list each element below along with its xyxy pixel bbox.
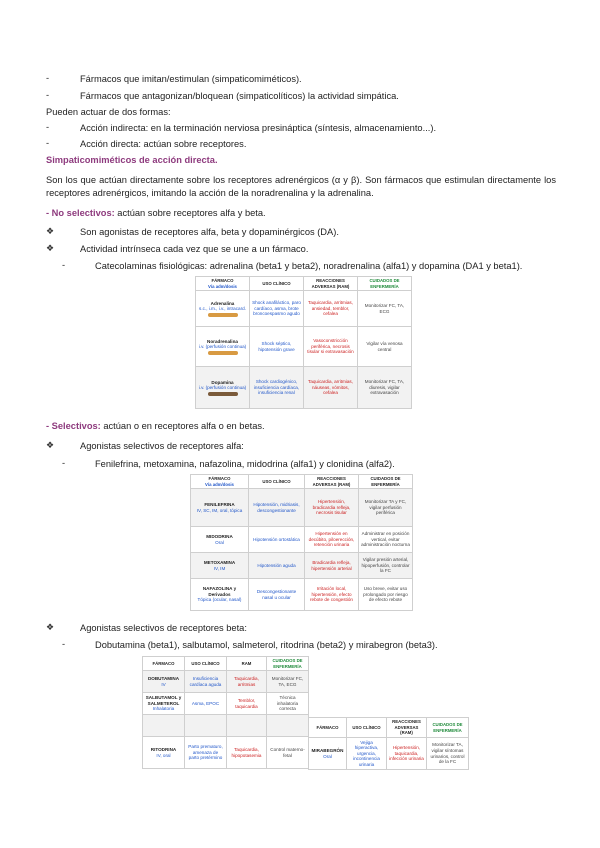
use-cell: Hipotensión aguda [249, 553, 305, 579]
table-row [191, 553, 413, 579]
table-header: CUIDADOS DE ENFERMERÍA [427, 718, 469, 738]
table-header: FÁRMACO [309, 718, 347, 738]
table-row [309, 738, 469, 770]
use-cell: Shock séptico, hipotensión grave [250, 327, 304, 367]
care-cell: Monitorizar TA y FC, vigilar perfusión periférica [359, 489, 413, 527]
use-cell: Hipotensión, midriasis, descongestionante [249, 489, 305, 527]
no-selectivos-line [46, 207, 266, 219]
use-cell: Shock anafiláctico, paro cardíaco, asma, brote broncoespasmo agudo [250, 291, 304, 327]
alfa-sub: Fenilefrina, metoxamina, nafazolina, midodrina (alfa1) y clonidina (alfa2). [95, 459, 395, 469]
no-selectivos-label: - No selectivos: [46, 208, 115, 218]
bullet-dash: - [46, 122, 50, 132]
table-header: USO CLÍNICO [185, 657, 227, 671]
ampoule-image [208, 351, 238, 355]
no-selectivos-text: actúan sobre receptores alfa y beta. [114, 208, 266, 218]
drug-cell: SALBUTAMOL y SALMETEROL Inhalatoria [143, 693, 185, 715]
bullet-dash: - [46, 90, 50, 100]
use-cell: Insuficiencia cardíaca aguda [185, 671, 227, 693]
mirabegron-table [308, 717, 469, 770]
selectivos-label: - Selectivos: [46, 421, 101, 431]
intro-paragraph: Son los que actúan directamente sobre los receptores adrenérgicos (α y β). Son fármacos que estimulan directamente los receptores adrenérgicos, imitando la acción de la noradrenalina y la adrenalina. [46, 175, 556, 198]
diamond-bullet-icon: ❖ [46, 243, 55, 253]
ram-cell: Hipertensión, bradicardia refleja, necrosis tisular [305, 489, 359, 527]
use-cell: Shock cardiogénico, insuficiencia cardíaca, insuficiencia renal [250, 367, 304, 409]
beta-sub: Dobutamina (beta1), salbutamol, salmeterol, ritodrina (beta2) y mirabegron (beta3). [95, 640, 438, 650]
form-direct: Acción directa: actúan sobre receptores. [80, 139, 247, 149]
ram-cell: Vasoconstricción periférica, necrosis tisular si extravasación [304, 327, 358, 367]
care-cell: Monitorizar FC, TA, ECG [358, 291, 412, 327]
bullet-dash: - [62, 458, 66, 468]
table-header: CUIDADOS DE ENFERMERÍA [359, 475, 413, 489]
table-header: USO CLÍNICO [347, 718, 387, 738]
table-header: FÁRMACO Vía adm/dosis [191, 475, 249, 489]
drug-cell: METOXAMINA IV, IM [191, 553, 249, 579]
table-row [143, 671, 309, 693]
use-cell: Hipotensión ortostática [249, 527, 305, 553]
drug-cell: MIDODRINA Oral [191, 527, 249, 553]
drug-cell: FENILEFRINA IV, SC, IM, oral, tópica [191, 489, 249, 527]
table-header: REACCIONES ADVERSAS (RAM) [305, 475, 359, 489]
table-header: FÁRMACO Vía adm/dosis [196, 277, 250, 291]
drug-cell: Noradrenalina i.v. (perfusión continua) [196, 327, 250, 367]
top-bullet-2: Fármacos que antagonizan/bloquean (simpaticolíticos) la actividad simpática. [80, 91, 399, 101]
use-cell: Vejiga hiperactiva, urgencia, incontinencia urinaria [347, 738, 387, 770]
care-cell: Control materno-fetal [267, 737, 309, 769]
care-cell: Vigilar presión arterial, hipoperfusión, controlar la FC [359, 553, 413, 579]
table-header: CUIDADOS DE ENFERMERÍA [358, 277, 412, 291]
drug-cell: Dopamina i.v. (perfusión continua) [196, 367, 250, 409]
agonistas-beta-table [142, 656, 309, 769]
table-row [196, 367, 412, 409]
forms-intro: Pueden actuar de dos formas: [46, 107, 171, 117]
table-header: REACCIONES ADVERSAS (RAM) [304, 277, 358, 291]
table-row [143, 715, 309, 737]
care-cell: Uso breve, evitar uso prolongado por riesgo de efecto rebote [359, 579, 413, 611]
drug-cell: RITODRINA IV, oral [143, 737, 185, 769]
drug-cell [143, 715, 185, 737]
ram-cell [227, 715, 267, 737]
table-header: USO CLÍNICO [250, 277, 304, 291]
ram-cell: Taquicardia, arritmias [227, 671, 267, 693]
ram-cell: Hipertensión en decúbito, piloerección, retención urinaria [305, 527, 359, 553]
diamond-bullet-icon: ❖ [46, 440, 55, 450]
selectivos-text: actúan o en receptores alfa o en betas. [100, 421, 265, 431]
table-row [196, 291, 412, 327]
care-cell [267, 715, 309, 737]
care-cell: Técnica inhalatoria correcta [267, 693, 309, 715]
use-cell: Asma, EPOC [185, 693, 227, 715]
diamond-bullet-icon: ❖ [46, 622, 55, 632]
top-bullet-1: Fármacos que imitan/estimulan (simpaticomiméticos). [80, 74, 302, 84]
ram-cell: Irritación local, hipertensión, efecto rebote de congestión [305, 579, 359, 611]
section-heading: Simpaticomiméticos de acción directa. [46, 155, 218, 165]
no-selectivos-sub: Catecolaminas fisiológicas: adrenalina (beta1 y beta2), noradrenalina (alfa1) y dopamina (DA1 y beta1). [95, 261, 523, 271]
table-row [196, 327, 412, 367]
no-selectivos-bullet-2: Actividad intrínseca cada vez que se une a un fármaco. [80, 244, 309, 254]
selectivos-line [46, 420, 265, 432]
drug-cell: NAFAZOLINA y Derivados Tópica (ocular, nasal) [191, 579, 249, 611]
diamond-bullet-icon: ❖ [46, 226, 55, 236]
bullet-dash: - [46, 138, 50, 148]
use-cell: Parto prematuro, amenaza de parto pretérmino [185, 737, 227, 769]
beta-bullet: Agonistas selectivos de receptores beta: [80, 623, 247, 633]
care-cell: Monitorizar FC, TA, diuresis, vigilar extravasación [358, 367, 412, 409]
table-header: USO CLÍNICO [249, 475, 305, 489]
table-header: CUIDADOS DE ENFERMERÍA [267, 657, 309, 671]
ram-cell: Taquicardia, arritmias, ansiedad, temblor, cefalea [304, 291, 358, 327]
care-cell: Administrar en posición vertical, evitar administración nocturna [359, 527, 413, 553]
drug-cell: MIRABEGRÓN Oral [309, 738, 347, 770]
table-header: RAM [227, 657, 267, 671]
ram-cell: Bradicardia refleja, hipertensión arterial [305, 553, 359, 579]
table-row [143, 737, 309, 769]
drug-cell: DOBUTAMINA IV [143, 671, 185, 693]
bullet-dash: - [46, 73, 50, 83]
care-cell: Vigilar vía venosa central [358, 327, 412, 367]
table-header: FÁRMACO [143, 657, 185, 671]
table-row [143, 693, 309, 715]
care-cell: Monitorizar TA, vigilar síntomas urinarios, control de la FC [427, 738, 469, 770]
catecolaminas-table [195, 276, 412, 409]
use-cell [185, 715, 227, 737]
use-cell: Descongestionante nasal u ocular [249, 579, 305, 611]
table-row [191, 527, 413, 553]
table-header: REACCIONES ADVERSAS (RAM) [387, 718, 427, 738]
table-row [191, 579, 413, 611]
drug-cell: Adrenalina s.c., i.m., i.v., intracard. [196, 291, 250, 327]
bullet-dash: - [62, 260, 66, 270]
table-row [191, 489, 413, 527]
alfa-bullet: Agonistas selectivos de receptores alfa: [80, 441, 244, 451]
agonistas-alfa-table [190, 474, 413, 611]
ram-cell: Hipertensión, taquicardia, infección urinaria [387, 738, 427, 770]
care-cell: Monitorizar FC, TA, ECG [267, 671, 309, 693]
ampoule-image [208, 392, 238, 396]
no-selectivos-bullet-1: Son agonistas de receptores alfa, beta y dopaminérgicos (DA). [80, 227, 339, 237]
ram-cell: Taquicardia, hipopotasemia [227, 737, 267, 769]
bullet-dash: - [62, 639, 66, 649]
ram-cell: Taquicardia, arritmias, náuseas, vómitos, cefalea [304, 367, 358, 409]
ampoule-image [208, 313, 238, 317]
form-indirect: Acción indirecta: en la terminación nerviosa presináptica (síntesis, almacenamiento...). [80, 123, 437, 133]
ram-cell: Temblor, taquicardia [227, 693, 267, 715]
